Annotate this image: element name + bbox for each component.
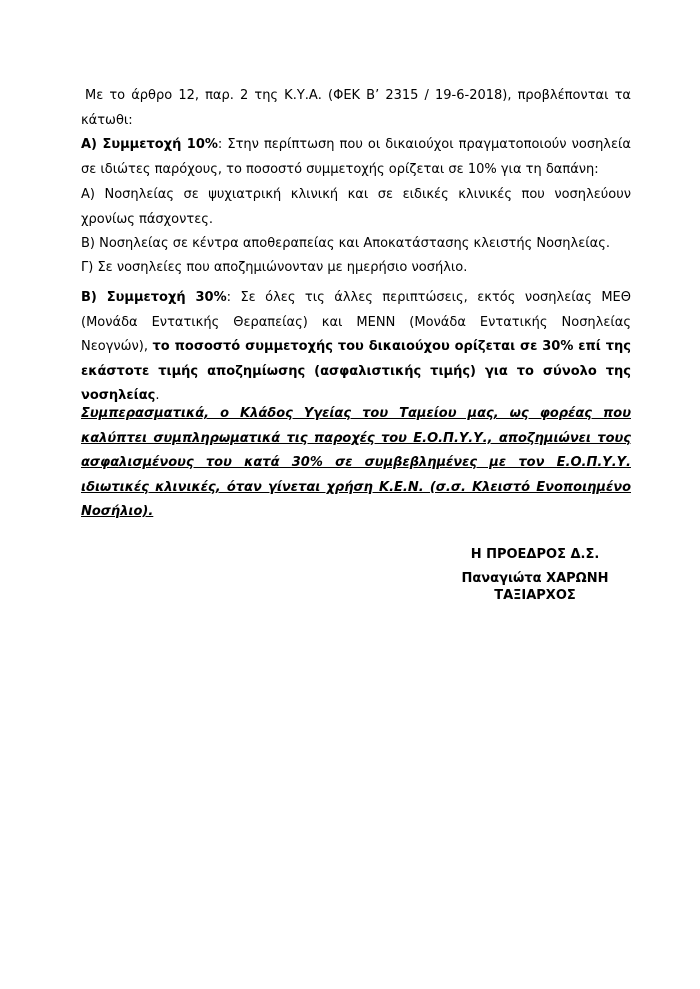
section-a-item-1 bbox=[81, 183, 631, 232]
signature-rank: ΤΑΞΙΑΡΧΟΣ bbox=[494, 588, 576, 603]
section-b-bold-text: το ποσοστό συμμετοχής του δικαιούχου ορίζεται σε 30% επί της εκάστοτε τιμής αποζημίωσης (ασφαλιστικής τιμής) για το σύνολο της νοσηλείας bbox=[81, 339, 631, 403]
section-a-item-1-text: Α) Νοσηλείας σε ψυχιατρική κλινική και σε ειδικές κλινικές που νοσηλεύουν χρονίως πάσχοντες. bbox=[81, 187, 631, 227]
signature-name: Παναγιώτα ΧΑΡΩΝΗ bbox=[461, 571, 609, 586]
section-a-item-3-text: Γ) Σε νοσηλείες που αποζημιώνονταν με ημερήσιο νοσήλιο. bbox=[81, 260, 468, 275]
intro-text: Με το άρθρο 12, παρ. 2 της Κ.Υ.Α. (ΦΕΚ Β’ 2315 / 19-6-2018), προβλέπονται τα κάτωθι: bbox=[81, 88, 631, 128]
section-a-item-2 bbox=[81, 232, 631, 257]
section-a-text: : Στην περίπτωση που οι δικαιούχοι πραγματοποιούν νοσηλεία σε ιδιώτες παρόχους, το ποσοστό συμμετοχής ορίζεται σε 10% για τη δαπάνη: bbox=[81, 137, 631, 177]
signature-role: Η ΠΡΟΕΔΡΟΣ Δ.Σ. bbox=[470, 547, 600, 562]
section-b-paragraph bbox=[81, 286, 631, 409]
conclusion-text: Συμπερασματικά, ο Κλάδος Υγείας του Ταμείου μας, ως φορέας που καλύπτει συμπληρωματικά τις παροχές του Ε.Ο.Π.Υ.Υ., αποζημιώνει τους ασφαλισμένους του κατά 30% σε συμβεβλημένες με τον Ε.Ο.Π.Υ.Υ. ιδιωτικές κλινικές, όταν γίνεται χρήση Κ.Ε.Ν. (σ.σ. Κλειστό Ενοποιημένο Νοσήλιο). bbox=[81, 406, 631, 519]
section-a-item-3 bbox=[81, 256, 631, 281]
section-a-heading: Α) Συμμετοχή 10% bbox=[81, 137, 218, 152]
section-a-paragraph bbox=[81, 133, 631, 182]
conclusion-paragraph bbox=[81, 402, 631, 525]
section-b-end: . bbox=[155, 388, 160, 403]
section-b-text: : Σε όλες τις άλλες περιπτώσεις, εκτός νοσηλείας ΜΕΘ (Μονάδα Εντατικής Θεραπείας) και ΜΕΝΝ (Μονάδα Εντατικής Νοσηλείας Νεογνών), bbox=[81, 290, 631, 354]
section-a-item-2-text: Β) Νοσηλείας σε κέντρα αποθεραπείας και Αποκατάστασης κλειστής Νοσηλείας. bbox=[81, 236, 610, 251]
section-b-heading: Β) Συμμετοχή 30% bbox=[81, 290, 227, 305]
intro-paragraph bbox=[81, 84, 631, 133]
